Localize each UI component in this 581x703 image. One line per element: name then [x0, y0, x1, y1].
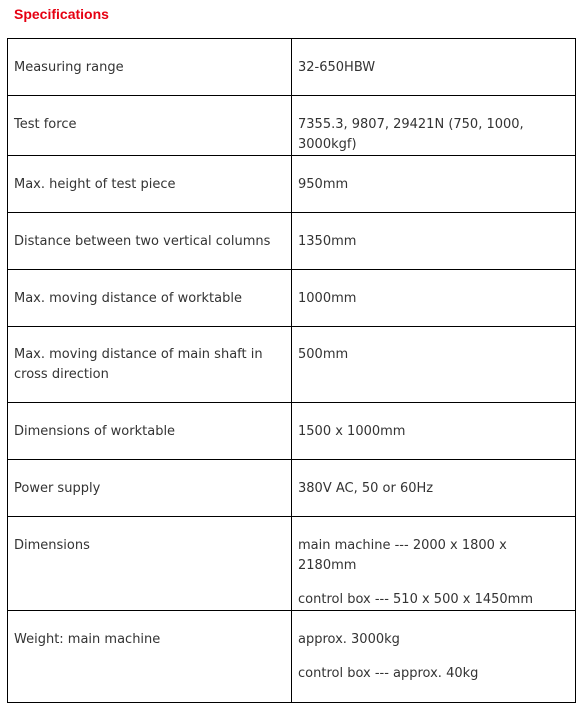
- spec-value: 1000mm: [298, 291, 357, 306]
- spec-value: 32-650HBW: [298, 60, 376, 75]
- spec-value: control box --- approx. 40kg: [298, 666, 479, 681]
- spec-value-cell: [292, 403, 576, 460]
- spec-value: 7355.3, 9807, 29421N (750, 1000, 3000kgf): [298, 117, 524, 152]
- spec-label-cell: [8, 156, 292, 213]
- section-title: Specifications: [14, 6, 109, 22]
- spec-value-cell: [292, 39, 576, 96]
- spec-value: 1500 x 1000mm: [298, 424, 406, 439]
- table-row: [8, 327, 576, 403]
- spec-value: approx. 3000kg: [298, 632, 400, 647]
- spec-value-cell: [292, 460, 576, 517]
- specifications-table: [7, 38, 576, 703]
- table-row: [8, 517, 576, 611]
- spec-label: Test force: [14, 117, 77, 132]
- spec-value: 950mm: [298, 177, 349, 192]
- spec-label-cell: [8, 517, 292, 611]
- table-row: [8, 460, 576, 517]
- spec-label: Weight: main machine: [14, 632, 161, 647]
- table-row: [8, 39, 576, 96]
- table-row: [8, 611, 576, 703]
- spec-label: Power supply: [14, 481, 101, 496]
- spec-value-cell: [292, 611, 576, 703]
- spec-label: Max. moving distance of worktable: [14, 291, 242, 306]
- spec-value-cell: [292, 517, 576, 611]
- spec-value-cell: [292, 156, 576, 213]
- spec-value: 500mm: [298, 347, 349, 362]
- spec-label: Dimensions of worktable: [14, 424, 176, 439]
- spec-label: Max. height of test piece: [14, 177, 176, 192]
- spec-value-cell: [292, 213, 576, 270]
- spec-value: main machine --- 2000 x 1800 x 2180mm: [298, 538, 507, 573]
- spec-label-cell: [8, 270, 292, 327]
- spec-label-cell: [8, 96, 292, 156]
- spec-label-cell: [8, 213, 292, 270]
- table-row: [8, 403, 576, 460]
- spec-label: Max. moving distance of main shaft in cross direction: [14, 347, 263, 382]
- spec-label: Dimensions: [14, 538, 90, 553]
- spec-label: Distance between two vertical columns: [14, 234, 271, 249]
- spec-label-cell: [8, 39, 292, 96]
- spec-value: 380V AC, 50 or 60Hz: [298, 481, 434, 496]
- table-row: [8, 156, 576, 213]
- spec-value-cell: [292, 96, 576, 156]
- spec-value: control box --- 510 x 500 x 1450mm: [298, 592, 533, 607]
- spec-value: 1350mm: [298, 234, 357, 249]
- table-row: [8, 96, 576, 156]
- spec-label-cell: [8, 403, 292, 460]
- spec-label-cell: [8, 460, 292, 517]
- spec-label: Measuring range: [14, 60, 124, 75]
- table-row: [8, 213, 576, 270]
- table-row: [8, 270, 576, 327]
- spec-label-cell: [8, 327, 292, 403]
- spec-label-cell: [8, 611, 292, 703]
- spec-value-cell: [292, 327, 576, 403]
- spec-value-cell: [292, 270, 576, 327]
